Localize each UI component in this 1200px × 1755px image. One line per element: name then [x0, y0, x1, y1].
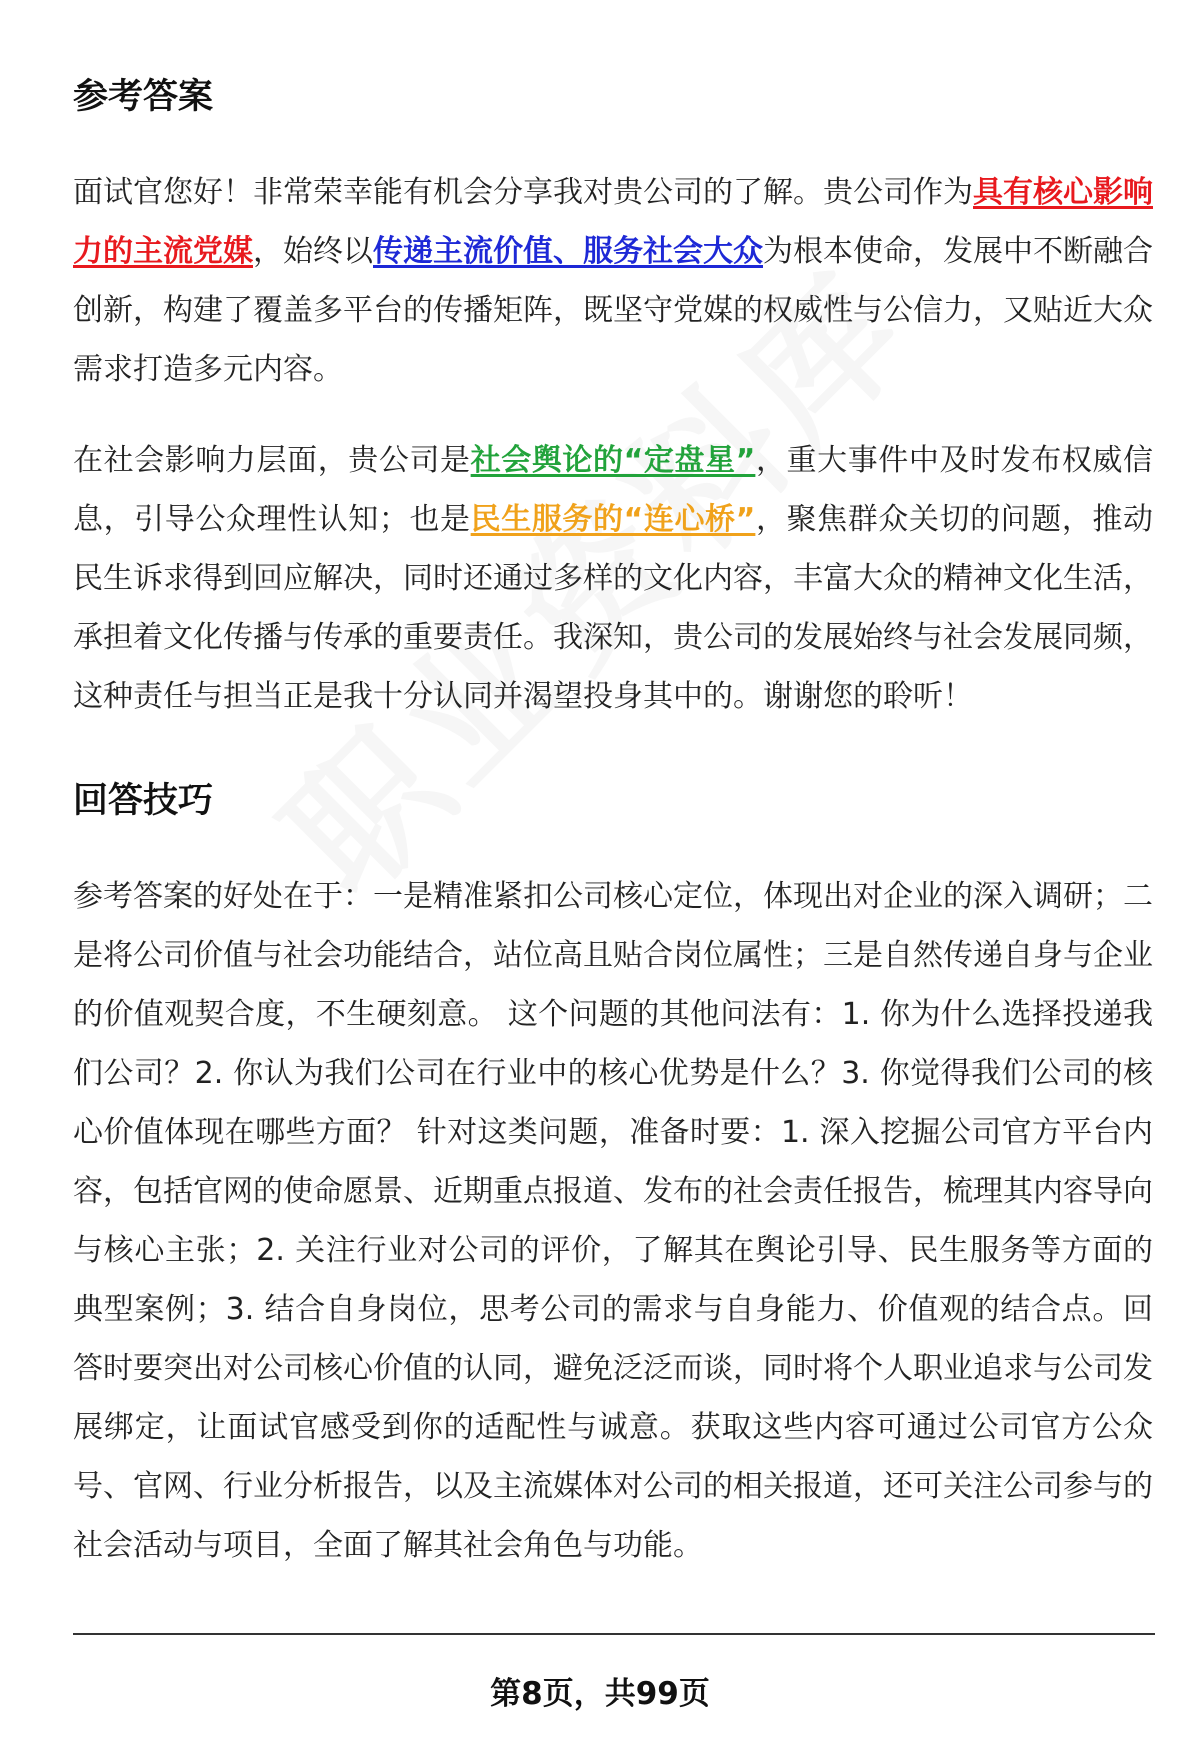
highlight-mainstream-media: 具有核心影响力的主流党媒: [73, 175, 1153, 269]
reference-answer-paragraph-1: [73, 163, 1153, 399]
reference-answer-paragraph-2: [73, 431, 1153, 726]
text-segment: ，重大事件中及时发布权威信息，引导公众理性认知；也是: [73, 443, 1154, 537]
page-number: 第8页，共99页: [490, 1676, 710, 1712]
text-segment: 面试官您好！非常荣幸能有机会分享我对贵公司的了解。贵公司作为: [73, 175, 973, 210]
text-segment: ，始终以: [253, 234, 373, 269]
text-segment: 在社会影响力层面，贵公司是: [73, 443, 471, 478]
section-title-reference-answer: 参考答案: [73, 77, 214, 117]
highlight-livelihood-bridge: 民生服务的“连心桥”: [470, 502, 756, 537]
text-segment: ，聚焦群众关切的问题，推动民生诉求得到回应解决，同时还通过多样的文化内容，丰富大众的精神文化生活，承担着文化传播与传承的重要责任。我深知，贵公司的发展始终与社会发展同频，这种责任与担当正是我十分认同并渴望投身其中的。谢谢您的聆听！: [73, 502, 1154, 714]
highlight-mission: 传递主流价值、服务社会大众: [373, 234, 763, 269]
answer-tips-paragraph: 参考答案的好处在于：一是精准紧扣公司核心定位，体现出对企业的深入调研；二是将公司价值与社会功能结合，站位高且贴合岗位属性；三是自然传递自身与企业的价值观契合度，不生硬刻意。 这个问题的其他问法有：1. 你为什么选择投递我们公司？2. 你认为我们公司在行业中的核心优势是什么？3. 你觉得我们公司的核心价值体现在哪些方面？ 针对这类问题，准备时要：1. 深入挖掘公司官方平台内容，包括官网的使命愿景、近期重点报道、发布的社会责任报告，梳理其内容导向与核心主张；2. 关注行业对公司的评价，了解其在舆论引导、民生服务等方面的典型案例；3. 结合自身岗位，思考公司的需求与自身能力、价值观的结合点。回答时要突出对公司核心价值的认同，避免泛泛而谈，同时将个人职业追求与公司发展绑定，让面试官感受到你的适配性与诚意。获取这些内容可通过公司官方公众号、官网、行业分析报告，以及主流媒体对公司的相关报道，还可关注公司参与的社会活动与项目，全面了解其社会角色与功能。: [73, 879, 1153, 1563]
highlight-public-opinion: 社会舆论的“定盘星”: [470, 443, 756, 478]
text-segment: 为根本使命，发展中不断融合创新，构建了覆盖多平台的传播矩阵，既坚守党媒的权威性与公信力，又贴近大众需求打造多元内容。: [73, 234, 1153, 387]
section-title-answer-tips: 回答技巧: [73, 781, 214, 821]
footer-divider: [73, 1633, 1155, 1635]
